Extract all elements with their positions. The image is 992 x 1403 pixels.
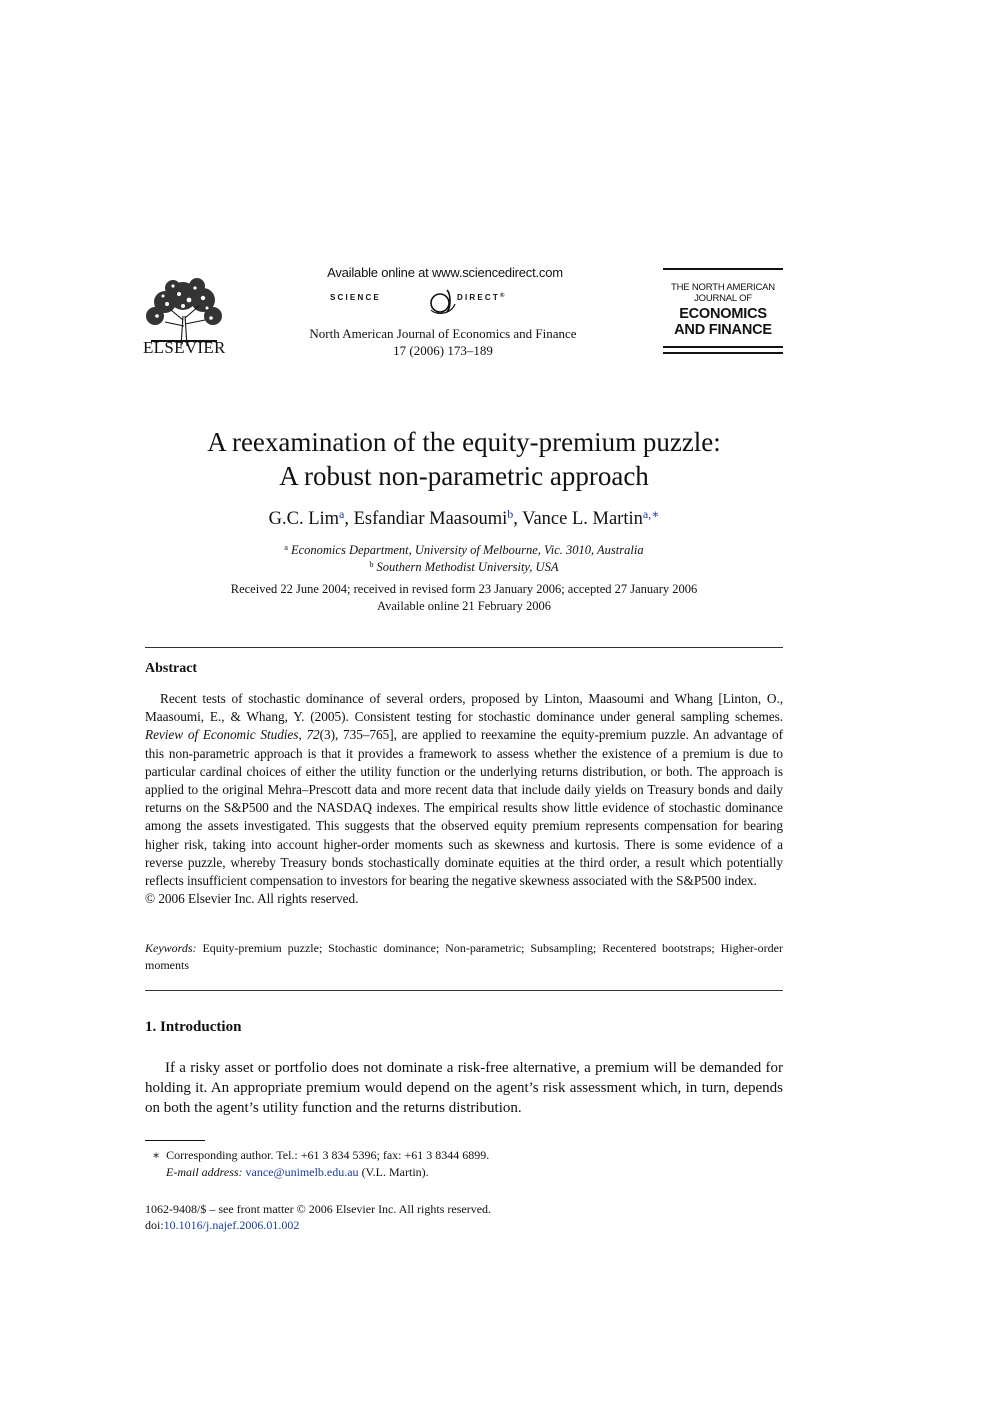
journal-logo-line2: JOURNAL OF [694,293,752,304]
journal-logo [663,268,783,356]
author-name: Vance L. Martin [522,509,643,529]
author-affil-mark[interactable]: a [339,507,345,521]
journal-logo-top-rule [663,268,783,270]
divider-top [145,647,783,648]
author-affil-mark[interactable]: b [507,507,514,521]
doi-line: doi:10.1016/j.najef.2006.01.002 [145,1218,300,1232]
title-line-2: A robust non-parametric approach [279,461,649,491]
abstract-heading: Abstract [145,661,198,676]
sd-science-text: SCIENCE [330,293,381,302]
abstract-body: Recent tests of stochastic dominance of several orders, proposed by Linton, Maasoumi and Whang [Linton, O., Maasoumi, E., & Whang, Y. (2005). Consistent testing for stochastic dominance under general sampling schemes. Review of Economic Studies, 72(3), 735–765], are applied to reexamine the equity-premium puzzle. An advantage of this non-parametric approach is that it provides a framework to assess whether the existence of a premium is due to particular cardinal choices of either the utility function or the underlying returns distribution, or both. The approach is applied to the original Mehra–Prescott data and more recent data that include daily yields on Treasury bonds and daily returns on the S&P500 and the NASDAQ indexes. The empirical results show little evidence of stochastic dominance among the assets investigated. This suggests that the observed equity premium represents compensation for bearing higher risk, taking into account higher-order moments such as skewness and kurtosis. There is some evidence of a reverse puzzle, whereby Treasury bonds stochastically dominate equities at the third order, a result which potentially reflects insufficient compensation to investors for bearing the negative skewness associated with the S&P500 index. © 2006 Elsevier Inc. All rights reserved. [145,691,783,907]
introduction-text: If a risky asset or portfolio does not dominate a risk-free alternative, a premium will be demanded for holding it. An appropriate premium would depend on the agent’s risk assessment which, in turn, depends on both the agent’s utility function and the returns distribution. [145,1060,783,1116]
corresponding-author-note: ∗ Corresponding author. Tel.: +61 3 834 5396; fax: +61 3 8344 6899. [152,1148,490,1162]
sciencedirect-logo[interactable] [330,288,560,314]
journal-logo-line3: ECONOMICS [679,306,767,322]
email-link[interactable]: vance@unimelb.edu.au [245,1165,359,1179]
footnote-rule [145,1140,205,1141]
title-line-1: A reexamination of the equity-premium puzzle: [207,427,721,457]
journal-logo-line4: AND FINANCE [674,322,772,338]
journal-logo-rule-1 [663,346,783,348]
email-note: E-mail address: vance@unimelb.edu.au (V.L. Martin). [166,1165,429,1179]
doi-link[interactable]: 10.1016/j.najef.2006.01.002 [163,1218,300,1232]
keywords-label: Keywords: [145,941,197,955]
author-affil-mark[interactable]: a,∗ [642,507,660,521]
affiliation-b: $^b$ Southern Methodist University, USA [369,560,559,574]
section-heading-introduction: 1. Introduction [145,1019,242,1035]
available-online-line[interactable]: Available online at www.sciencedirect.com [327,265,563,280]
volume-pages: 17 (2006) 173–189 [393,343,493,358]
journal-citation [290,325,596,359]
publisher-wordmark: ELSEVIER [143,338,226,357]
journal-logo-rule-2 [663,352,783,354]
keywords [145,940,783,974]
divider-bottom [145,990,783,991]
abstract-copyright: © 2006 Elsevier Inc. All rights reserved. [145,891,359,907]
journal-logo-line1: THE NORTH AMERICAN [671,282,775,293]
author-list: G.C. Lim$^a$, Esfandiar Maasoumi$^b$, Vance L. Martin$^{a,∗}$ [268,507,660,529]
article-title [145,425,783,493]
sd-direct-text: DIRECT® [457,293,507,302]
keywords-list: Equity-premium puzzle; Stochastic dominance; Non-parametric; Subsampling; Recentered bootstraps; Higher-order moments [145,941,783,972]
journal-name: North American Journal of Economics and Finance [309,326,577,341]
issn-line: 1062-9408/$ – see front matter © 2006 Elsevier Inc. All rights reserved. [145,1202,492,1216]
available-date: Available online 21 February 2006 [376,599,552,613]
author-name: Esfandiar Maasoumi [353,509,508,529]
received-dates: Received 22 June 2004; received in revised form 23 January 2006; accepted 27 January 2006 [230,582,698,596]
sciencedirect-d-icon [427,286,457,316]
author-name: G.C. Lim [268,509,340,529]
affiliation-a: $^a$ Economics Department, University of Melbourne, Vic. 3010, Australia [284,543,644,557]
